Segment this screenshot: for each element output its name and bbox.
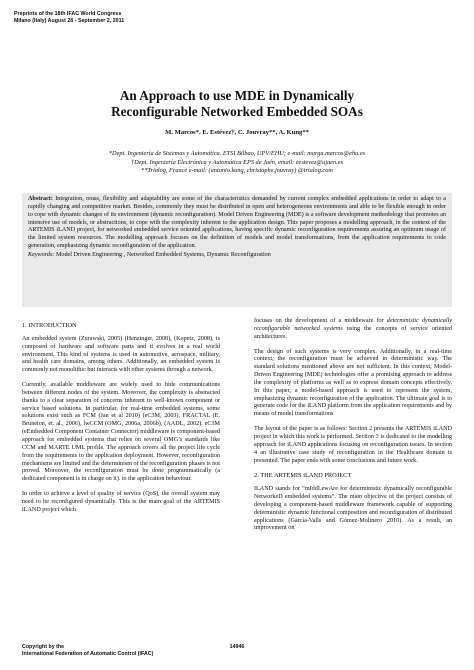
section-heading-introduction: 1. INTRODUCTION [22, 322, 77, 329]
abstract-label: Abstract: [28, 196, 53, 202]
paragraph: An embedded system (Zurawski, 2005) (Henzinger, 2008), (Kopetz, 2008), is composed of hardware and software parts and it evolves in a real world environment. This kind of systems is used in automotive, aerospace, military, and health care domains, among others. Additionally, an embedded system is commonly not monolithic but interacts with other systems through a network. [22, 335, 220, 374]
authors: M. Marcos*. E. Estévez†, C. Jouvray**, A. Kung** [165, 129, 309, 136]
paper-title-line1: An Approach to use MDE in Dynamically [119, 88, 355, 103]
paragraph [254, 318, 452, 342]
conference-header-line2: Milano (Italy) August 28 - September 2, 2011 [14, 18, 125, 24]
abstract-text: Integration, reuse, flexibility and adaptability are some of the characteristics demanded by current complex embedded applications in order to adapt to a rapidly changing and competitive market. Besides, commonly they must be distributed in open and heterogeneous environments and able to be flexible enough in order to cope with dynamic changes of its environment (dynamic reconfiguration). Model Driven Engineering (MDE) is a software development methodology that promotes an intensive use of models, or abstractions, to cope with the complexity inherent to the application design. This paper proposes a modelling approach, in the context of the ARTEMIS iLAND project, for networked embedded service oriented applications, having specific dynamic reconfiguration requirements assuring an optimum usage of the limited system resources. The modelling approach focuses on the definition of models and model transformations, from the application requirements to code generation, emphasizing dynamic reconfiguration of the application. [28, 196, 446, 250]
section-heading-iland-project: 2. THE ARTEMIS iLAND PROJECT [254, 472, 352, 480]
abstract-body [28, 196, 446, 251]
paragraph: The layout of the paper is as follows: Section 2 presents the ARTEMIS iLAND project in which this work is performed. Section 3 is dedicated to the modelling approach for iLAND applications focusing on reconfiguration issues. In section 4 an illustrative case study of reconfiguration in the Healthcare domain is presented. The paper ends with some conclusions and future work. [254, 426, 452, 464]
affiliations [0, 150, 474, 176]
paragraph: In order to achieve a level of quality of service (QoS), the overall system may need to be reconfigured dynamically. This is the main goal of the ARTEMIS iLAND project which [22, 491, 220, 513]
paragraph: Currently, available middleware are widely used to hide communications between different nodes of the system. Moreover, the complexity is abstracted thanks to a clear separation of concerns inherent to well-known component or service based solutions. In particular, for real-time embedded systems, some solutions exist such as FCM (Jan et al 2010) (eC3M, 2003), FRACTAL (E. Bruneton, et. al., 2006), lwCCM (OMG, 2006a, 2006b), (AADL, 2002). eC3M (eEmbedded Component Container Connector) middleware is component-based approach for embedded systems that relies on several OMG’s standards like CCM and MARTE UML profile. The approach covers all the project life cycle from the requirements to the application deployment. However, reconfiguration mechanisms are limited and the determinism of the reconfiguration phases is not proved. Moreover, the reconfiguration must be done programmatically (a dedicated component is in charge on it). to the application behaviour. [22, 382, 220, 483]
emphasis-text: deterministic dynamically reconfigurable networked systems [254, 318, 452, 332]
copyright-line2: International Federation of Automatic Control (IFAC) [22, 651, 154, 657]
abstract-box [22, 193, 452, 307]
conference-header-line1: Preprints of the 18th IFAC World Congress [14, 11, 122, 17]
keywords [28, 252, 446, 260]
right-column [254, 318, 452, 540]
conference-header [14, 11, 124, 25]
page-number: 14946 [229, 644, 245, 650]
copyright-line1: Copyright by the [22, 644, 65, 650]
keywords-label: Keywords: [28, 251, 55, 258]
paragraph: ILAND stands for “mIddLewAre for deterministic dynamically reconfigurable NetworkeD embedded systems”. The main objective of the project consists of developing a component-based middleware framework capable of supporting deterministic dynamic functional composition and reconfiguration of distributed applications (García-Valls and Gómez-Molinero 2010). As a result, an improvement on [254, 486, 452, 532]
paragraph: The design of such systems is very complex. Additionally, in a real-time context, the reconfiguration must be achieved in deterministic way. The standard solutions mentioned above are not sufficient. In this context, Model-Driven Engineering (MDE) technologies offer a promising approach to address the complexity of platforms as well as to express domain concepts effectively. In this paper, a model-based approach is used to represent the system, emphasizing dynamic reconfiguration of the application. The ultimate goal is to generate code for the iLAND platform from the application requirements and by means of model transformations. [254, 348, 452, 418]
affiliation-2: †Dept. Ingeniería Electrónica y Automática EPS de Jaén, email: eestevez@ujaen.es [130, 158, 343, 166]
keywords-text: Model Driven Engineering , Networked Embedded Systems, Dynamic Reconfiguration [55, 251, 271, 258]
affiliation-1: *Dept. Ingeniería de Sistemas y Automática. ETSI Bilbao, UPV/EHU; e-mail: marga.marcos@ehu.es [108, 150, 366, 157]
paper-title-line2: Reconfigurable Networked Embedded SOAs [111, 104, 363, 119]
left-column [22, 318, 220, 522]
text-span: focuses on the development of a middleware for [254, 318, 384, 324]
paper-title [0, 88, 474, 120]
text-span: using the concepts of service oriented architectures. [254, 325, 452, 340]
affiliation-3: **Trialog, France e-mail: (antonio.kung, christophe.jouvray) @trialog.com [141, 167, 333, 175]
